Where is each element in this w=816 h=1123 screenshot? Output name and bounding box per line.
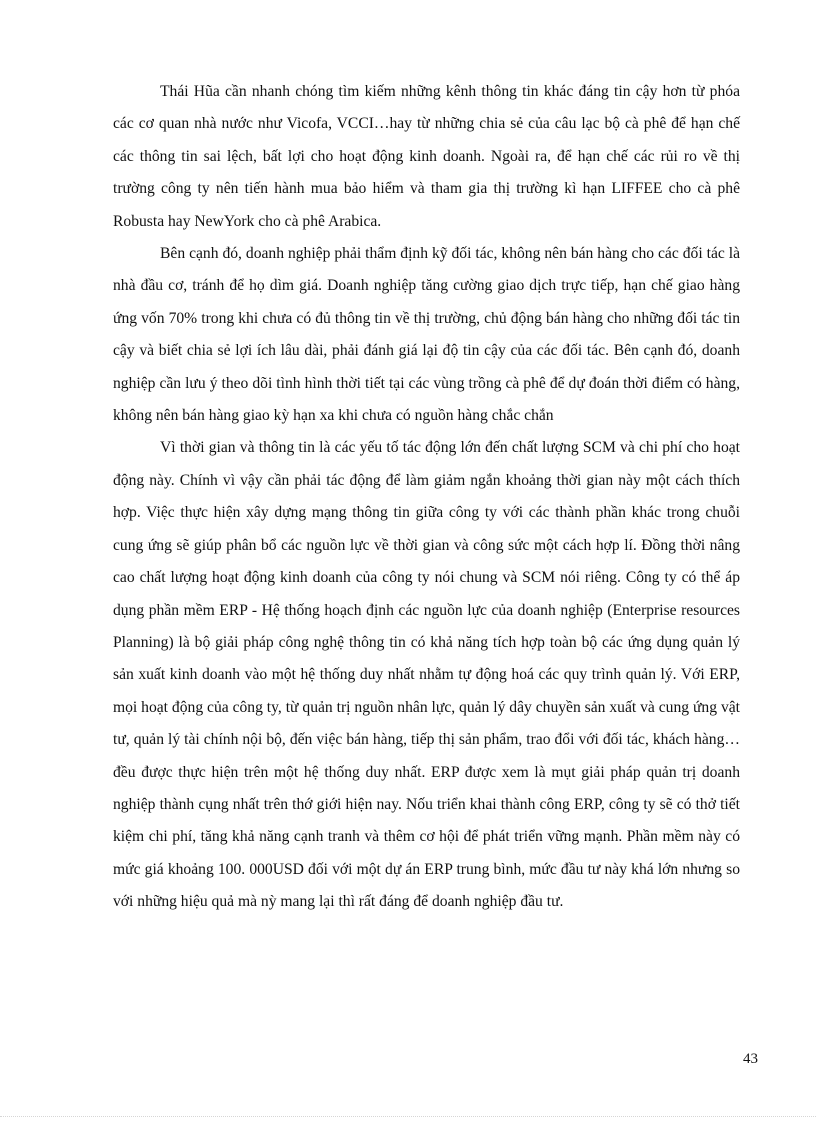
page-bottom-border bbox=[0, 1116, 816, 1117]
page-number: 43 bbox=[743, 1051, 758, 1067]
paragraph-erp-solution: Vì thời gian và thông tin là các yếu tố tác động lớn đến chất lượng SCM và chi phí cho hoạt động này. Chính vì vậy cần phải tác động để làm giảm ngắn khoảng thời gian này một cách thích hợp. Việc thực hiện xây dựng mạng thông tin giữa công ty với các thành phần khác trong chuỗi cung ứng sẽ giúp phân bổ các nguồn lực về thời gian và công sức một cách hợp lí. Đồng thời nâng cao chất lượng hoạt động kinh doanh của công ty nói chung và SCM nói riêng. Công ty có thể áp dụng phần mềm ERP - Hệ thống hoạch định các nguồn lực của doanh nghiệp (Enterprise resources Planning) là bộ giải pháp công nghệ thông tin có khả năng tích hợp toàn bộ các ứng dụng quản lý sản xuất kinh doanh vào một hệ thống duy nhất nhằm tự động hoá các quy trình quản lý. Với ERP, mọi hoạt động của công ty, từ quản trị nguồn nhân lực, quản lý dây chuyền sản xuất và cung ứng vật tư, quản lý tài chính nội bộ, đến việc bán hàng, tiếp thị sản phẩm, trao đổi với đối tác, khách hàng… đều được thực hiện trên một hệ thống duy nhất. ERP được xem là mụt giải pháp quản trị doanh nghiệp thành cụng nhất trên thớ giới hiện nay. Nốu triển khai thành công ERP, công ty sẽ có thở tiết kiệm chi phí, tăng khả năng cạnh tranh và thêm cơ hội để phát triển vững mạnh. Phần mềm này có mức giá khoảng 100. 000USD đối với một dự án ERP trung bình, mức đầu tư này khá lớn nhưng so với những hiệu quả mà nỳ mang lại thì rất đáng để doanh nghiệp đầu tư. bbox=[113, 439, 740, 911]
body-text bbox=[113, 76, 740, 919]
paragraph-risk-information: Thái Hũa cần nhanh chóng tìm kiếm những kênh thông tin khác đáng tin cậy hơn từ phóa các cơ quan nhà nước như Vicofa, VCCI…hay từ những chia sẻ của câu lạc bộ cà phê để hạn chế các thông tin sai lệch, bất lợi cho hoạt động kinh doanh. Ngoài ra, để hạn chế các rủi ro về thị trường công ty nên tiến hành mua bảo hiểm và tham gia thị trường kì hạn LIFFEE cho cà phê Robusta hay NewYork cho cà phê Arabica. bbox=[113, 83, 740, 230]
paragraph-partner-evaluation: Bên cạnh đó, doanh nghiệp phải thẩm định kỹ đối tác, không nên bán hàng cho các đối tác là nhà đầu cơ, tránh để họ dìm giá. Doanh nghiệp tăng cường giao dịch trực tiếp, hạn chế giao hàng ứng vốn 70% trong khi chưa có đủ thông tin về thị trường, chủ động bán hàng cho những đối tác tin cậy và biết chia sẻ lợi ích lâu dài, phải đánh giá lại độ tin cậy của các đối tác. Bên cạnh đó, doanh nghiệp cần lưu ý theo dõi tình hình thời tiết tại các vùng trồng cà phê để dự đoán thời điểm có hàng, không nên bán hàng giao kỳ hạn xa khi chưa có nguồn hàng chắc chắn bbox=[113, 245, 740, 425]
